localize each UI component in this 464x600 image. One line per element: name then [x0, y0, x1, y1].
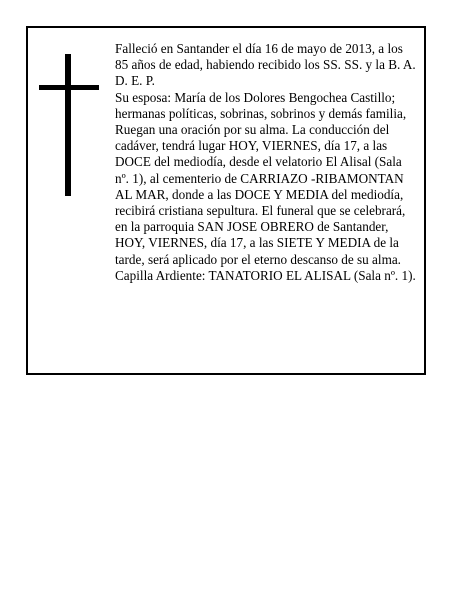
rest-in-peace: D. E. P.: [115, 73, 155, 89]
cross-icon: [39, 54, 99, 196]
family-and-funeral-details: Su esposa: María de los Dolores Bengochea Castillo; hermanas políticas, sobrinas, sobrinos y demás familia, Ruegan una oración por su alma. La conducción del cadáver, tendrá lugar HOY, VIERNES, día 17, a las DOCE del mediodía, desde el velatorio El Alisal (Sala nº. 1), al cementerio de CARRIAZO -RIBAMONTAN AL MAR, donde a las DOCE Y MEDIA del mediodía, recibirá cristiana sepultura. El funeral que se celebrará, en la parroquia SAN JOSE OBRERO de Santander, HOY, VIERNES, día 17, a las SIETE Y MEDIA de la tarde, será aplicado por el eterno descanso de su alma. Capilla Ardiente: TANATORIO EL ALISAL (Sala nº. 1).: [115, 89, 416, 283]
obituary-text: [115, 41, 419, 284]
cross-horizontal-bar: [39, 85, 99, 90]
death-announcement: Falleció en Santander el día 16 de mayo de 2013, a los 85 años de edad, habiendo recibido los SS. SS. y la B. A.: [115, 41, 416, 73]
obituary-notice: [26, 26, 426, 375]
cross-vertical-bar: [65, 54, 71, 196]
